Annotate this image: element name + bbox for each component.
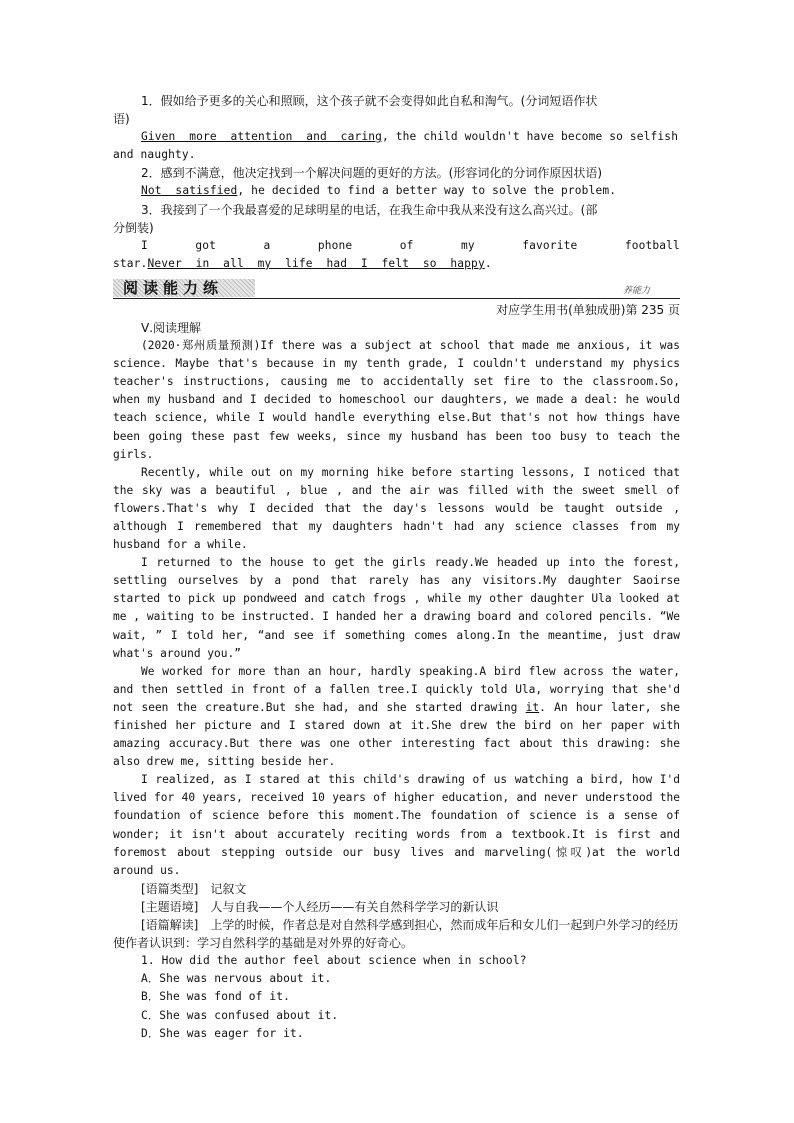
underlined-word: it — [525, 700, 540, 714]
answer-underlined: Not satisfied — [141, 184, 238, 198]
answer-underlined: Never in all my life had I felt so happy — [147, 256, 485, 270]
label: [主题语境] — [141, 899, 199, 914]
exercise-1-prompt: 1．假如给予更多的关心和照顾，这个孩子就不会变得如此自私和淘气。(分词短语作状 — [141, 94, 598, 108]
section-tag: 养能力 — [622, 285, 650, 296]
label: [语篇解读] — [141, 918, 199, 933]
section-title: 阅读能力练 — [113, 279, 255, 297]
answer-word: football — [624, 238, 680, 252]
value: 上学的时候，作者总是对自然科学感到担心，然而成年后和女儿们一起到户外学习的经历使作者认识到：学习自然科学的基础是对外界的好奇心。 — [113, 918, 679, 951]
answer-underlined: Given more attention and caring — [141, 130, 382, 144]
reading-heading: Ⅴ.阅读理解 — [141, 320, 202, 335]
answer-word: of — [399, 238, 414, 252]
exercise-1-prompt-cont: 语) — [113, 112, 130, 127]
theme-context — [113, 898, 680, 916]
answer-text: , the child wouldn't have become so selfish — [382, 130, 679, 144]
exercise-3-answer-cont — [113, 255, 680, 273]
value: 记叙文 — [210, 881, 247, 896]
passage-paragraph-4 — [113, 663, 680, 772]
exercise-2-answer — [113, 182, 680, 200]
book-reference: 对应学生用书(单独成册)第 235 页 — [496, 302, 680, 317]
passage-paragraph-3: I returned to the house to get the girls ready.We headed up into the forest, settling ourselves by a pond that rarely has any visitors.My daughter Saoirse started to pick up pondweed and catch frogs , while my other daughter Ula looked at me , waiting to be instructed. I handed her a drawing board and colored pencils. “We wait, ” I told her, “and see if something comes along.In the meantime, just draw what's around you.” — [113, 556, 680, 660]
answer-word: phone — [317, 238, 353, 252]
paragraph-text: We worked for more than an hour, hardly speaking.A bird flew across the water, and then settled in front of a fallen tree.I quickly told Ula, worrying that she'd not seen the creature.But she had, and she started drawing — [113, 664, 680, 714]
option-c: C．She was confused about it. — [141, 1008, 339, 1022]
option-a: A．She was nervous about it. — [141, 972, 332, 986]
label: [语篇类型] — [141, 881, 199, 896]
option-d: D．She was eager for it. — [141, 1026, 304, 1040]
exercise-3-prompt-cont: 分倒装) — [113, 220, 154, 235]
exercise-1-answer — [113, 128, 680, 146]
passage-paragraph-2: Recently, while out on my morning hike before starting lessons, I noticed that the sky was a beautiful , blue , and the air was filled with the sweet smell of flowers.That's why I decided that the day's lessons would be taught outside , although I remembered that my daughters hadn't had any science classes from my husband for a while. — [113, 465, 680, 552]
answer-word: favorite — [522, 238, 578, 252]
text-type — [113, 880, 680, 898]
text-interpretation — [113, 916, 680, 952]
answer-text: star. — [113, 256, 148, 270]
answer-word: a — [263, 238, 271, 252]
answer-word: my — [461, 238, 475, 252]
passage-paragraph-1: (2020·郑州质量预测)If there was a subject at school that made me anxious, it was science. Maybe that's because in my tenth grade, I couldn't understand my physics teacher's instructions, causing me to accidentally set fire to the classroom.So, when my husband and I decided to homeschool our daughters, we made a deal: he would teach science, while I would handle everything else.But that's not how things have been going these past few weeks, since my husband has been too busy to teach the girls. — [113, 339, 680, 461]
exercise-3-prompt: 3．我接到了一个我最喜爱的足球明星的电话，在我生命中我从来没有这么高兴过。(部 — [141, 202, 598, 217]
question-stem: 1. How did the author feel about science when in school? — [141, 954, 527, 968]
answer-text: , he decided to find a better way to solve the problem. — [237, 184, 617, 198]
answer-text: . — [484, 256, 492, 270]
passage-paragraph-5: I realized, as I stared at this child's drawing of us watching a bird, how I'd lived for 40 years, received 10 years of higher education, and never understood the foundation of science before this moment.The foundation of science is a sense of wonder; it isn't about accurately reciting words from a textbook.It is first and foremost about stepping outside our busy lives and marveling(惊叹)at the world around us. — [113, 773, 680, 877]
page-content — [113, 92, 680, 1043]
answer-word: got — [195, 238, 217, 252]
exercise-2-prompt: 2．感到不满意，他决定找到一个解决问题的更好的方法。(形容词化的分词作原因状语) — [141, 166, 603, 181]
value: 人与自我——个人经历——有关自然科学学习的新认识 — [210, 899, 499, 914]
paragraph-text: . An hour later, she finished her picture and I stared down at it.She drew the bird on her paper with amazing accuracy.But there was one other interesting fact about this drawing: she also drew me, sitting beside her. — [113, 700, 680, 769]
answer-word: I — [141, 238, 148, 252]
section-rule — [113, 298, 680, 299]
exercise-3-answer — [113, 237, 680, 255]
section-header — [113, 279, 680, 299]
option-b: B．She was fond of it. — [141, 990, 291, 1004]
exercise-1-answer-cont: and naughty. — [113, 148, 196, 162]
